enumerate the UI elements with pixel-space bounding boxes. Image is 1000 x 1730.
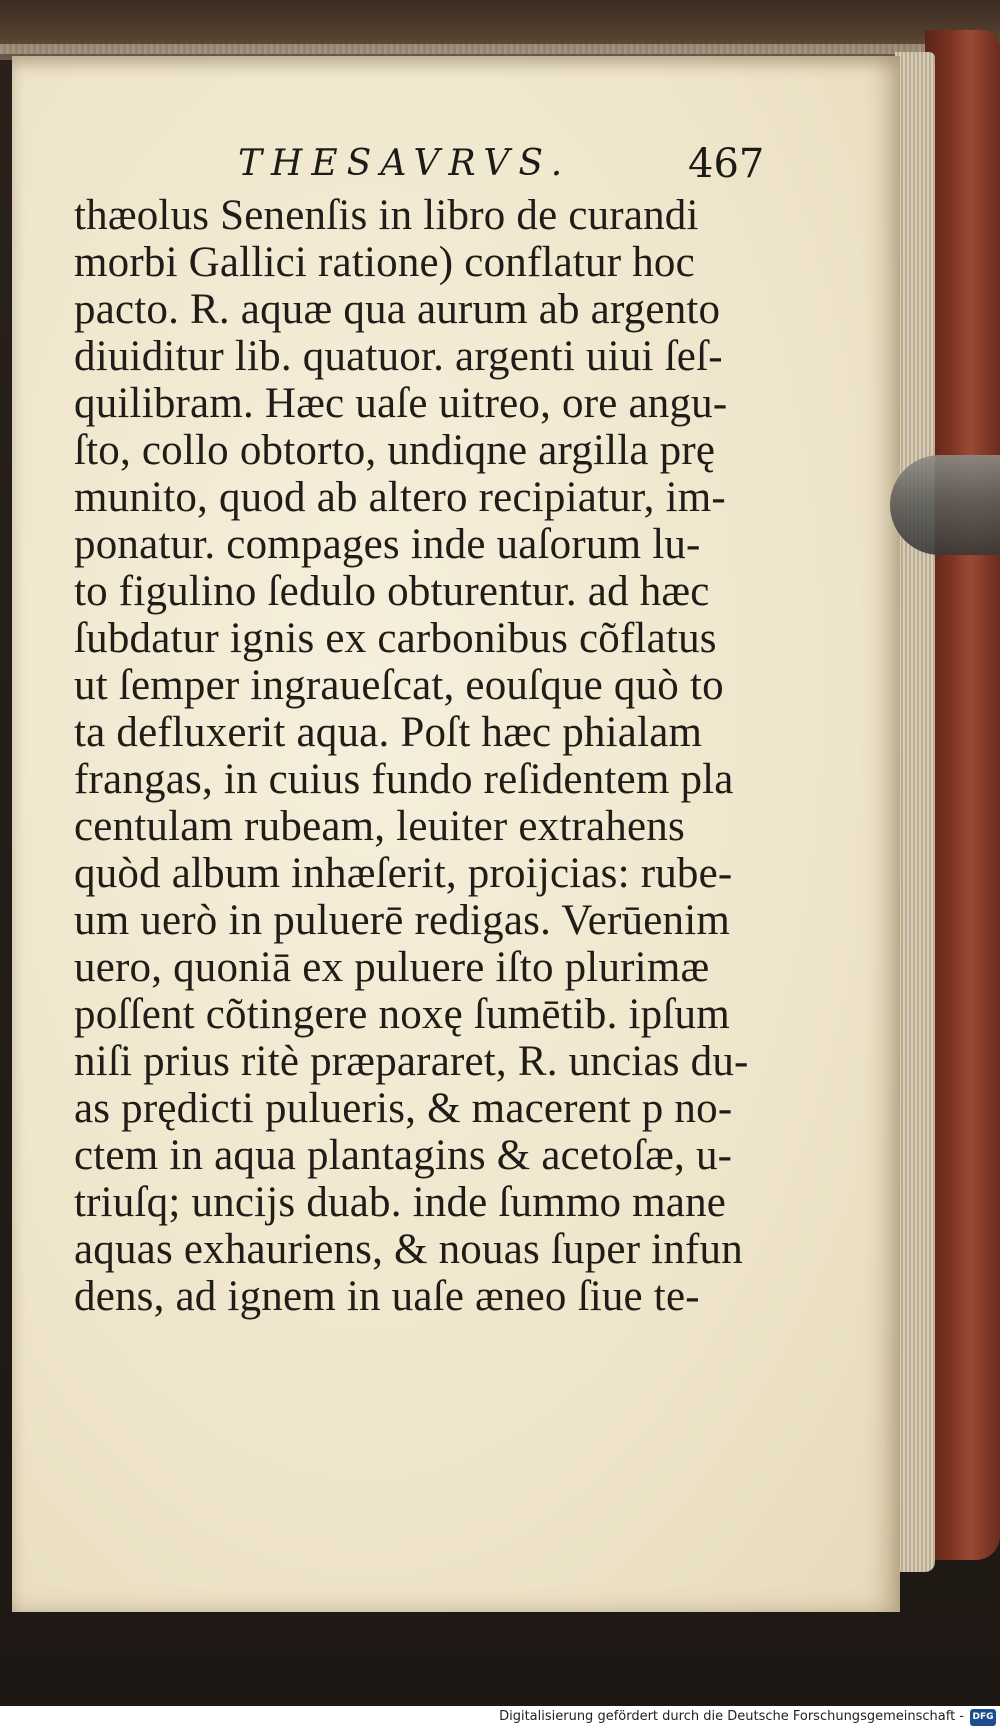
text-line: triuſq; uncijs duab. inde ſummo mane [74,1179,727,1226]
text-line: ta defluxerit aqua. Poſt hæc phialam [74,709,703,756]
text-line: ponatur. compages inde uaſorum lu- [74,521,701,568]
dfg-logo: DFG [970,1709,996,1726]
text-line: ut ſemper ingraueſcat, eouſque quò to [74,662,724,709]
text-line: poſſent cõtingere noxę ſumētib. ipſum [74,991,730,1038]
text-line: as prędicti pulueris, & macerent p no- [74,1085,733,1132]
book-top-edge [0,0,1000,60]
book-cover [925,30,1000,1560]
text-line: ſto, collo obtorto, undiqne argilla prę [74,427,716,474]
text-line: morbi Gallici ratione) conflatur hoc [74,239,695,286]
text-line: ſubdatur ignis ex carbonibus cõflatus [74,615,717,662]
page-number: 467 [688,141,765,187]
text-line: niſi prius ritè præpararet, R. uncias du- [74,1038,749,1085]
text-line: diuiditur lib. quatuor. argenti uiui ſeſ- [74,333,723,380]
page-edges [895,52,935,1572]
running-head [230,143,790,193]
text-line: aquas exhauriens, & nouas ſuper infun [74,1226,743,1273]
footer-bar [0,1706,1000,1730]
text-line: frangas, in cuius fundo reſidentem pla [74,756,734,803]
text-line: munito, quod ab altero recipiatur, im- [74,474,726,521]
text-line: quilibram. Hæc uaſe uitreo, ore angu- [74,380,728,427]
footer-credit: Digitalisierung gefördert durch die Deutsche Forschungsgemeinschaft - [499,1709,964,1724]
text-line: uero, quoniā ex puluere iſto plurimæ [74,944,710,991]
text-line: pacto. R. aquæ qua aurum ab argento [74,286,721,333]
text-line: centulam rubeam, leuiter extrahens [74,803,685,850]
text-line: ctem in aqua plantagins & acetoſæ, u- [74,1132,733,1179]
text-line: quòd album inhæſerit, proijcias: rube- [74,850,733,897]
body-text [74,192,764,1320]
text-line: dens, ad ignem in uaſe æneo ſiue te- [74,1273,700,1320]
text-line: thæolus Senenſis in libro de curandi [74,192,699,239]
running-title: THESAVRVS. [238,143,572,184]
page-clip [890,455,1000,555]
text-line: to figulino ſedulo obturentur. ad hæc [74,568,710,615]
text-line: um uerò in puluerē redigas. Verūenim [74,897,731,944]
